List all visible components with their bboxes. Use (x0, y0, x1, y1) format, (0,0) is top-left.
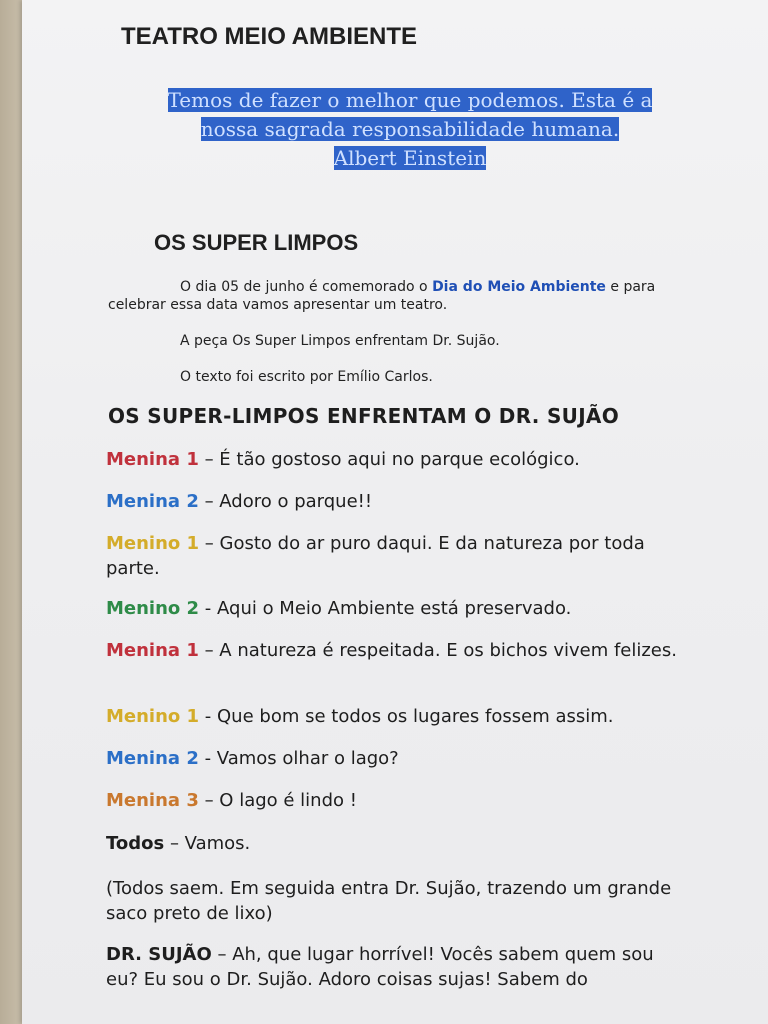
speaker-name: Menina 2 (106, 491, 199, 512)
speaker-name: Menina 1 (106, 449, 199, 470)
dialogue-text: – A natureza é respeitada. E os bichos vivem felizes. (198, 640, 677, 661)
speaker-name: Menina 3 (106, 790, 199, 811)
page-title: TEATRO MEIO AMBIENTE (121, 23, 417, 50)
speaker-name: DR. SUJÃO (106, 944, 212, 965)
dialogue-text: – É tão gostoso aqui no parque ecológico. (198, 449, 580, 470)
quote-line-2: nossa sagrada responsabilidade humana. (200, 117, 620, 141)
intro-paragraph-1 (108, 278, 688, 314)
dialogue-text: – Gosto do ar puro daqui. E da natureza por toda parte. (106, 533, 645, 579)
speaker-name: Menina 1 (106, 640, 199, 661)
intro-highlight: Dia do Meio Ambiente (432, 279, 606, 295)
speaker-name: Menino 1 (106, 533, 200, 554)
dialogue-text: - Vamos olhar o lago? (198, 748, 399, 769)
quote-author: Albert Einstein (333, 146, 487, 170)
script-line (106, 704, 686, 729)
script-line (106, 788, 686, 813)
intro-text-1: O dia 05 de junho é comemorado o (180, 279, 433, 295)
script-line (106, 831, 686, 856)
intro-text-2: e para (605, 279, 656, 295)
section-title: OS SUPER LIMPOS (154, 230, 359, 255)
script-line (106, 876, 686, 926)
script-line (106, 489, 686, 514)
script-line (106, 596, 686, 621)
script-line (106, 531, 686, 581)
play-title: OS SUPER-LIMPOS ENFRENTAM O DR. SUJÃO (108, 404, 620, 428)
dialogue-text: – Ah, que lugar horrível! Vocês sabem quem sou eu? Eu sou o Dr. Sujão. Adoro coisas sujas! Sabem do (106, 944, 654, 990)
dialogue-text: (Todos saem. Em seguida entra Dr. Sujão, trazendo um grande saco preto de lixo) (106, 878, 672, 924)
script-line (106, 638, 686, 663)
dialogue-text: – O lago é lindo ! (198, 790, 357, 811)
intro-paragraph-2: A peça Os Super Limpos enfrentam Dr. Sujão. (180, 333, 500, 349)
script-line (106, 746, 686, 771)
speaker-name: Menina 2 (106, 748, 199, 769)
desk-edge (0, 0, 24, 1024)
speaker-name: Menino 1 (106, 706, 200, 727)
intro-text-3: celebrar essa data vamos apresentar um teatro. (108, 297, 448, 313)
speaker-name: Menino 2 (106, 598, 200, 619)
dialogue-text: – Adoro o parque!! (198, 491, 373, 512)
script-line (106, 942, 686, 992)
dialogue-text: - Que bom se todos os lugares fossem assim. (199, 706, 614, 727)
intro-paragraph-3: O texto foi escrito por Emílio Carlos. (180, 369, 433, 385)
speaker-name: Todos (106, 833, 165, 854)
dialogue-text: – Vamos. (164, 833, 251, 854)
dialogue-text: - Aqui o Meio Ambiente está preservado. (199, 598, 572, 619)
script-line (106, 447, 686, 472)
einstein-quote (140, 86, 680, 173)
quote-line-1: Temos de fazer o melhor que podemos. Esta é a (167, 88, 653, 112)
